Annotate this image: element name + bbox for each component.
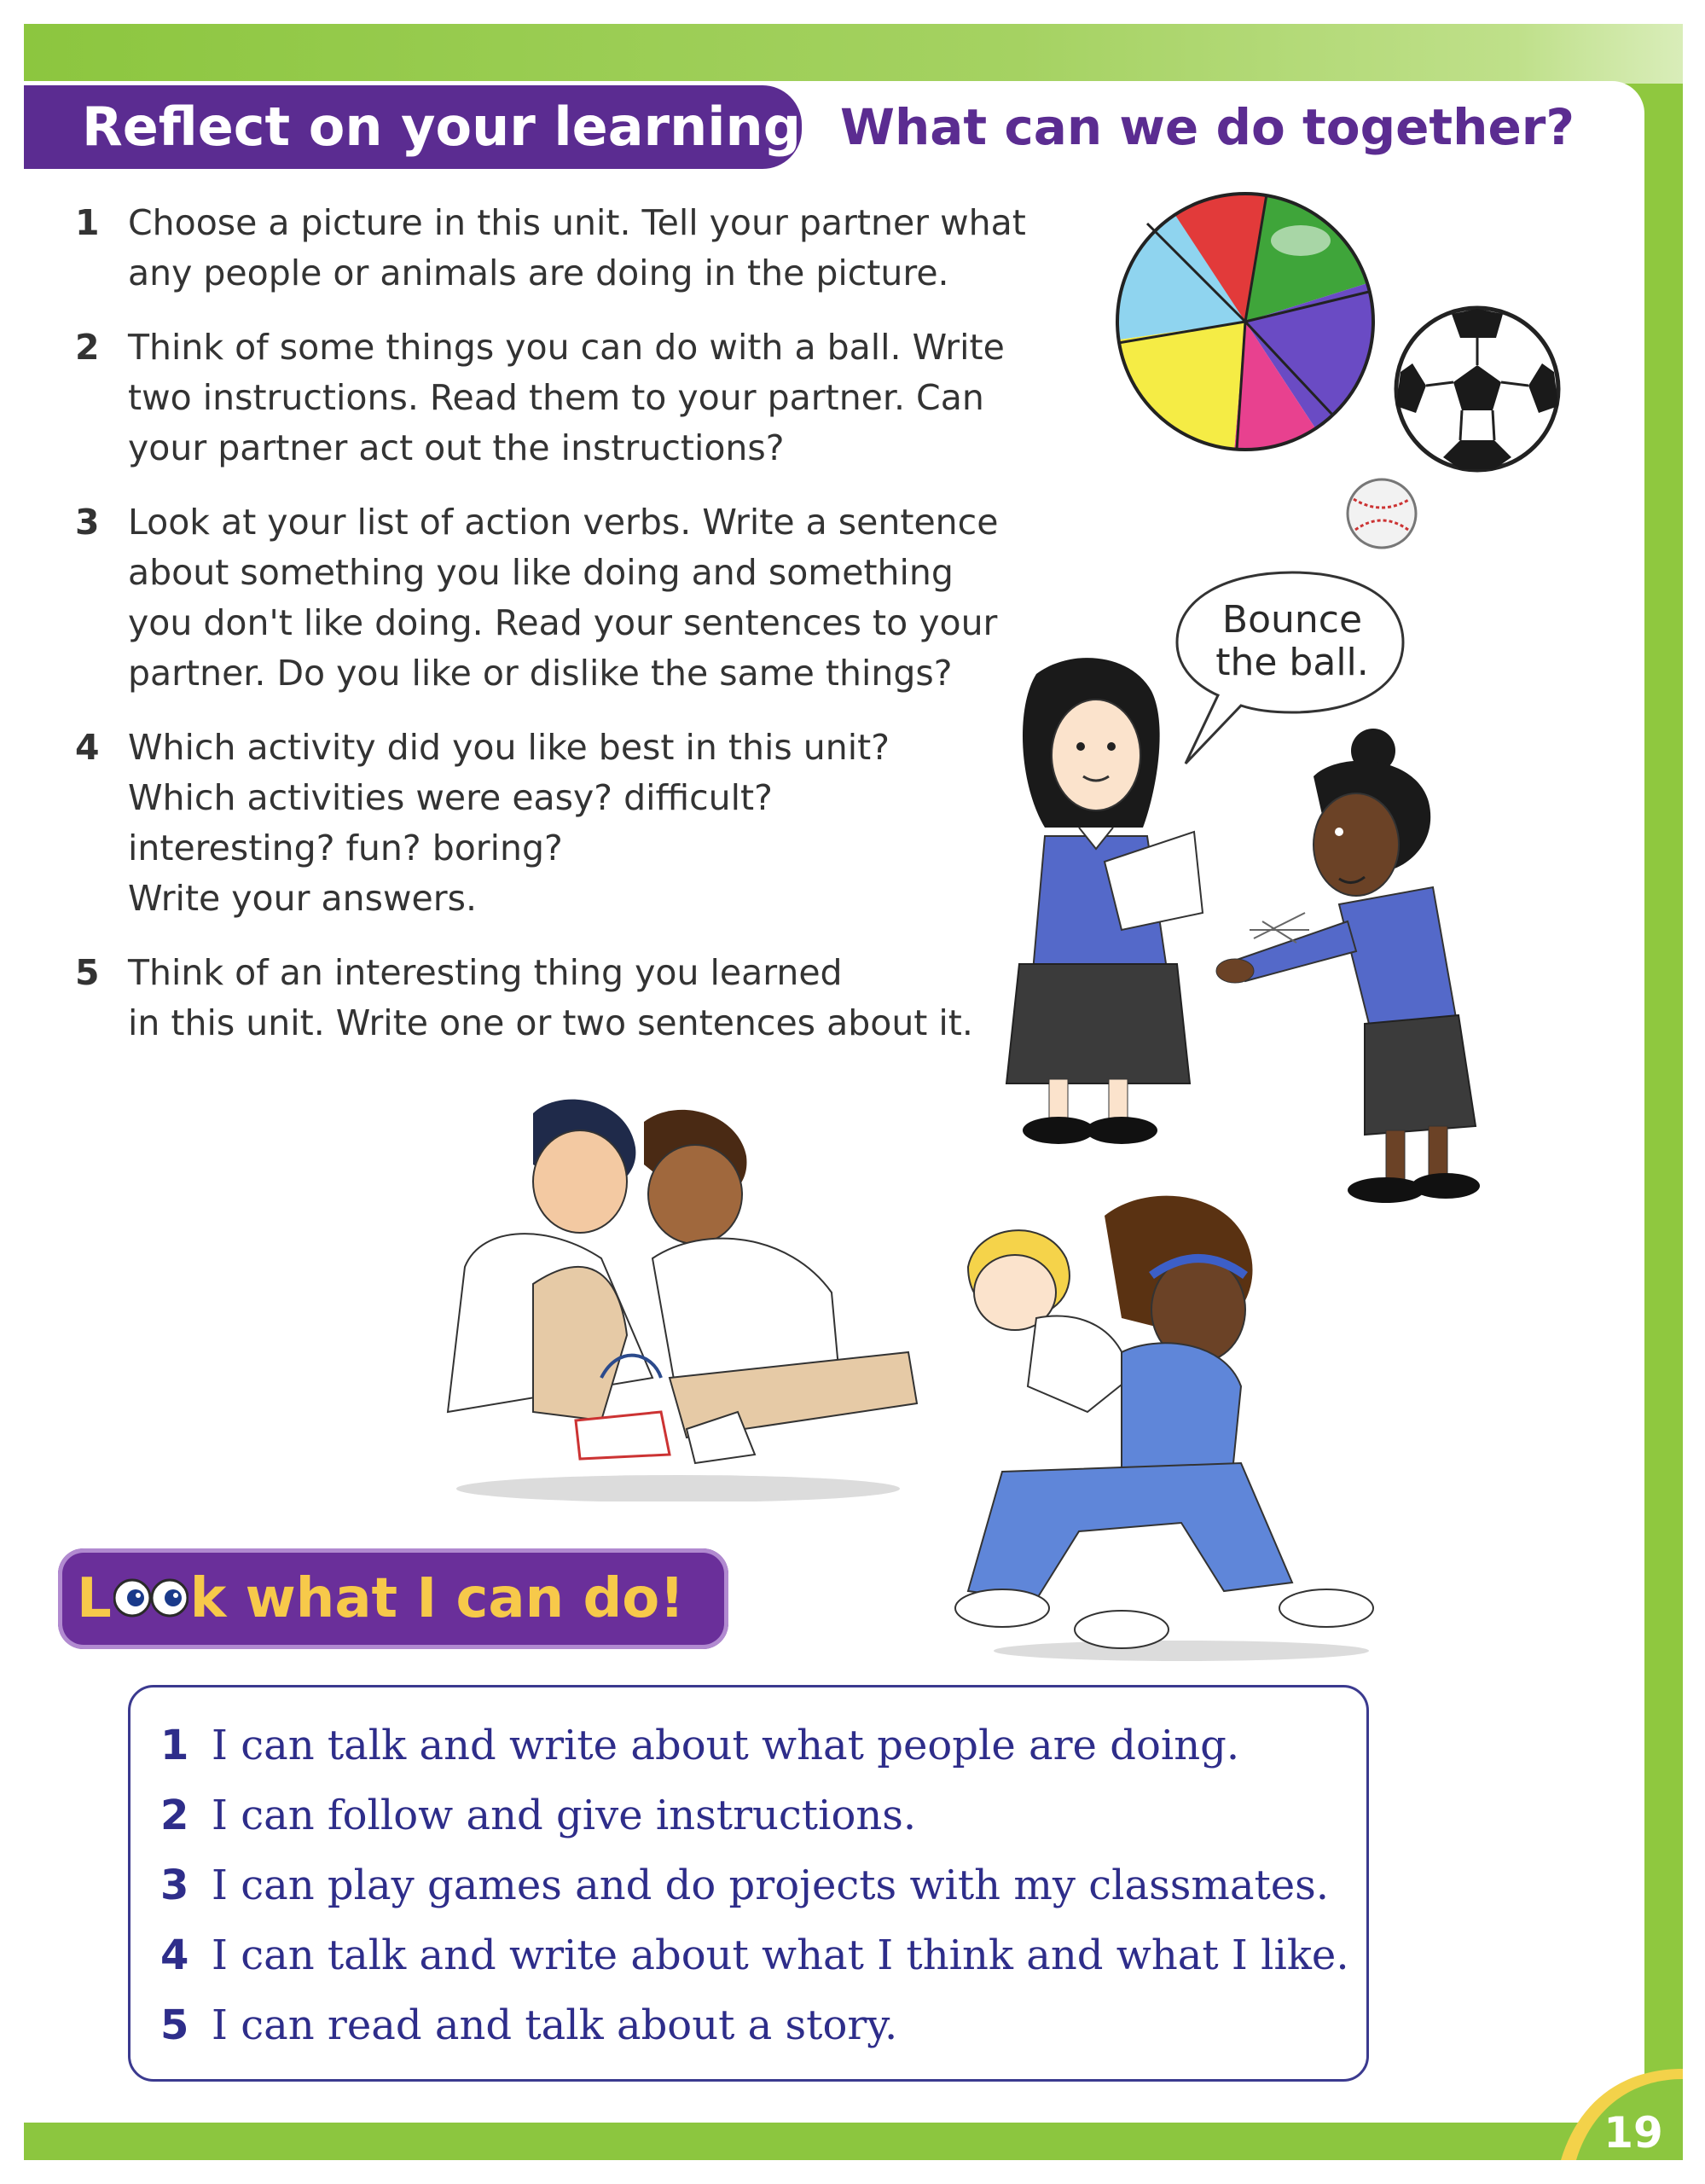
girl-reading-illustration	[985, 657, 1215, 1152]
can-do-text: I can play games and do projects with my classmates.	[212, 1862, 1330, 1909]
look-title-letter: L	[77, 1567, 112, 1630]
can-do-number: 2	[160, 1792, 189, 1839]
can-do-number: 5	[160, 2001, 189, 2049]
question-item	[75, 322, 1064, 473]
question-text: Choose a picture in this unit. Tell your partner what any people or animals are doing in the picture.	[128, 202, 1026, 293]
question-item	[75, 723, 1064, 924]
girl-bouncing-ball-illustration	[1211, 725, 1493, 1220]
question-item	[75, 198, 1064, 299]
baseball-illustration	[1343, 475, 1420, 552]
page-number: 19	[1604, 2108, 1663, 2158]
question-item	[75, 497, 1064, 699]
look-title-text: k what I can do!	[189, 1567, 685, 1630]
can-do-text: I can talk and write about what I think and what I like.	[212, 1931, 1349, 1979]
can-do-list	[160, 1711, 1354, 2060]
can-do-item	[160, 1850, 1354, 1920]
question-text: Look at your list of action verbs. Write a sentence about something you like doing and something you don't like doing. Read your sentences to your partner. Do you like or dislike the same things?	[128, 502, 999, 694]
can-do-item	[160, 1990, 1354, 2060]
question-item	[75, 948, 1064, 1048]
question-number: 4	[75, 727, 100, 768]
reflection-questions	[75, 198, 1064, 1072]
page-top-band	[24, 24, 1683, 84]
soccer-ball-illustration	[1392, 304, 1563, 474]
beach-ball-illustration	[1113, 189, 1377, 454]
can-do-item	[160, 1780, 1354, 1850]
can-do-item	[160, 1711, 1354, 1780]
can-do-text: I can follow and give instructions.	[212, 1792, 917, 1839]
question-number: 1	[75, 202, 100, 243]
question-number: 3	[75, 502, 100, 543]
look-what-i-can-do-banner	[58, 1548, 728, 1649]
can-do-number: 1	[160, 1722, 189, 1769]
question-text: Think of some things you can do with a ball. Write two instructions. Read them to your partner. Can your partner act out the instructions?	[128, 327, 1005, 468]
can-do-item	[160, 1920, 1354, 1990]
speech-line: the ball.	[1215, 641, 1369, 684]
boys-tying-shoes-illustration	[431, 1096, 934, 1502]
speech-line: Bounce	[1221, 598, 1363, 642]
can-do-number: 4	[160, 1931, 189, 1979]
question-number: 5	[75, 952, 100, 993]
eyes-icon	[113, 1577, 188, 1619]
question-number: 2	[75, 327, 100, 368]
question-text: Which activity did you like best in this unit? Which activities were easy? difficult? interesting? fun? boring? Write your answers.	[128, 727, 890, 919]
girls-piggyback-illustration	[951, 1190, 1395, 1668]
can-do-text: I can read and talk about a story.	[212, 2001, 898, 2049]
section-question: What can we do together?	[840, 98, 1575, 156]
can-do-text: I can talk and write about what people are doing.	[212, 1722, 1240, 1769]
bottom-band	[24, 2123, 1683, 2160]
section-title: Reflect on your learning	[24, 85, 802, 169]
can-do-number: 3	[160, 1862, 189, 1909]
question-text: Think of an interesting thing you learned in this unit. Write one or two sentences about it.	[128, 952, 973, 1043]
